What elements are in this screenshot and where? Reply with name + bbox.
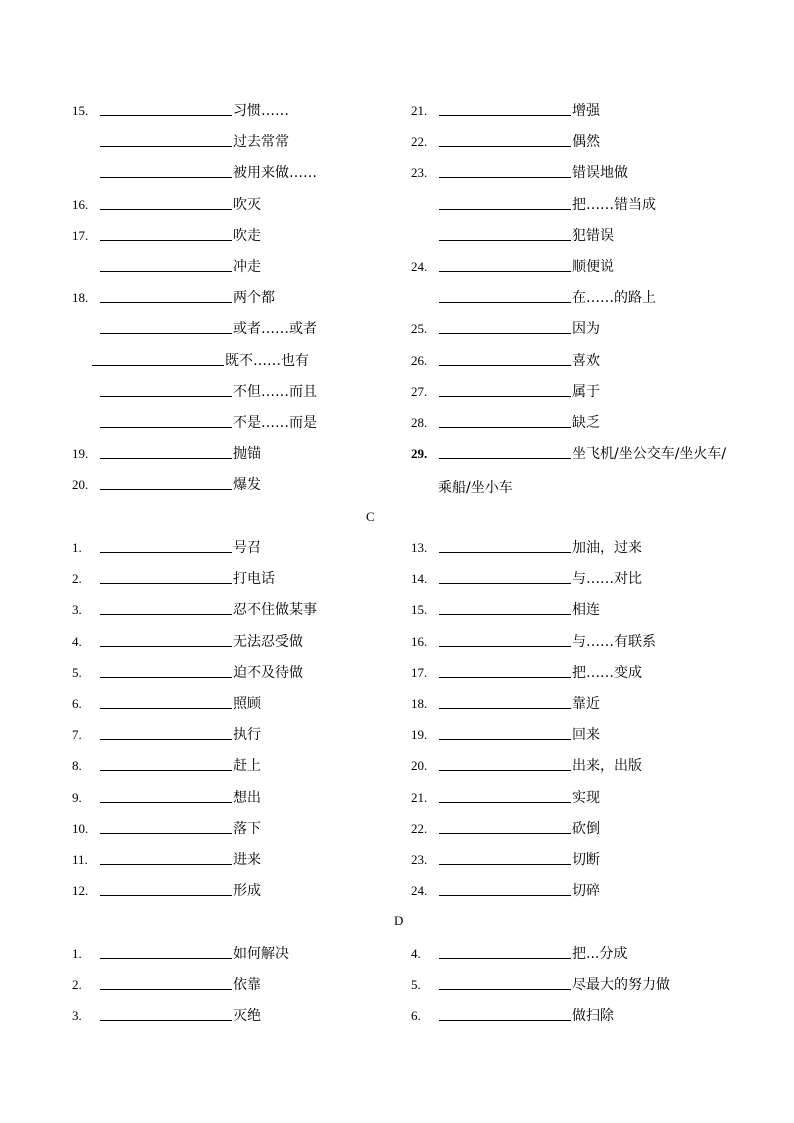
- item-number: 12.: [72, 883, 89, 899]
- section-c-heading: C: [366, 509, 375, 524]
- list-item: [72, 475, 402, 495]
- item-label: 落下: [233, 820, 261, 837]
- answer-blank[interactable]: [100, 583, 232, 584]
- item-label: 错误地做: [572, 165, 628, 182]
- item-number: 14.: [411, 571, 428, 587]
- item-number: 23.: [411, 852, 428, 867]
- list-item: [411, 975, 741, 995]
- list-item: [72, 788, 402, 808]
- list-item: [72, 600, 402, 620]
- list-item: [411, 163, 741, 183]
- item-number: 2.: [72, 571, 82, 587]
- item-label: 犯错误: [572, 227, 614, 244]
- answer-blank[interactable]: [100, 115, 232, 116]
- item-label: 在……的路上: [572, 290, 656, 307]
- list-item: [72, 881, 402, 901]
- item-number: 7.: [72, 727, 82, 743]
- item-label: 实现: [572, 789, 600, 806]
- answer-blank[interactable]: [439, 677, 571, 678]
- list-item: [411, 1006, 741, 1026]
- answer-blank[interactable]: [439, 209, 571, 210]
- item-number: 24.: [411, 259, 428, 274]
- answer-blank[interactable]: [100, 739, 232, 740]
- item-number: 15.: [411, 602, 428, 618]
- item-number: 22.: [411, 820, 428, 836]
- item-label: 出来，出版: [572, 758, 642, 775]
- item-label: 过去常常: [233, 134, 289, 151]
- item-label: 赶上: [233, 758, 261, 775]
- list-item: [72, 101, 402, 121]
- item-label: 执行: [233, 727, 261, 744]
- item-number: 29.: [411, 446, 428, 462]
- answer-blank[interactable]: [100, 302, 232, 303]
- item-label: 想出: [233, 789, 261, 806]
- item-number: 6.: [411, 1008, 421, 1024]
- answer-blank[interactable]: [439, 614, 571, 615]
- answer-blank[interactable]: [439, 708, 571, 709]
- item-label: 习惯……: [233, 103, 289, 119]
- answer-blank[interactable]: [100, 271, 232, 272]
- item-number: 5.: [411, 977, 421, 993]
- item-label: 或者……或者: [233, 321, 317, 338]
- list-item: [411, 413, 741, 433]
- list-item: [72, 569, 402, 589]
- item-number: 22.: [411, 134, 428, 150]
- list-item: [72, 725, 402, 745]
- list-item: [72, 975, 402, 995]
- answer-blank[interactable]: [439, 271, 571, 272]
- item-number: 3.: [72, 602, 82, 618]
- item-label: 不是……而是: [233, 415, 317, 431]
- list-item: [411, 538, 741, 558]
- answer-blank[interactable]: [100, 458, 232, 459]
- answer-blank[interactable]: [100, 209, 232, 210]
- answer-blank[interactable]: [439, 864, 571, 865]
- item-number: 24.: [411, 883, 428, 899]
- list-item: [72, 819, 402, 839]
- item-label: 依靠: [233, 977, 261, 994]
- list-item: [72, 163, 402, 183]
- item-label: 无法忍受做: [233, 633, 303, 650]
- answer-blank[interactable]: [92, 365, 224, 366]
- list-item: [411, 132, 741, 152]
- answer-blank[interactable]: [100, 958, 232, 959]
- item-label: 切碎: [572, 883, 600, 900]
- item-label: 因为: [572, 321, 600, 338]
- answer-blank[interactable]: [439, 396, 571, 397]
- item-number: 21.: [411, 103, 428, 118]
- answer-blank[interactable]: [100, 770, 232, 771]
- answer-blank[interactable]: [439, 833, 571, 834]
- answer-blank[interactable]: [100, 396, 232, 397]
- answer-blank[interactable]: [439, 646, 571, 647]
- item-label: 把...分成: [572, 946, 628, 962]
- answer-blank[interactable]: [439, 989, 571, 990]
- item-label: 不但……而且: [233, 383, 317, 400]
- item-number: 9.: [72, 789, 82, 805]
- item-number: 18.: [411, 696, 428, 711]
- item-label: 两个都: [233, 290, 275, 307]
- item-label: 号召: [233, 540, 261, 556]
- item-number: 20.: [411, 758, 428, 774]
- item-number: 19.: [72, 446, 89, 462]
- answer-blank[interactable]: [100, 552, 232, 553]
- answer-blank[interactable]: [439, 177, 571, 178]
- list-item: [411, 226, 741, 246]
- item-number: 6.: [72, 696, 82, 711]
- item-label: 打电话: [233, 571, 275, 588]
- section-d-heading: D: [394, 913, 404, 928]
- item-number: 5.: [72, 664, 82, 680]
- item-label: 做扫除: [572, 1008, 614, 1025]
- item-label: 进来: [233, 852, 261, 868]
- list-item: [72, 444, 402, 464]
- item-label: 冲走: [233, 259, 261, 275]
- answer-blank[interactable]: [100, 708, 232, 709]
- answer-blank[interactable]: [100, 489, 232, 490]
- item-label: 迫不及待做: [233, 664, 303, 681]
- item-label: 与……有联系: [572, 633, 656, 650]
- list-item: [72, 538, 402, 558]
- list-item: [411, 632, 741, 652]
- list-item: [411, 819, 741, 839]
- answer-blank[interactable]: [439, 739, 571, 740]
- item-label: 喜欢: [572, 352, 600, 369]
- list-item: [411, 569, 741, 589]
- answer-blank[interactable]: [100, 614, 232, 615]
- answer-blank[interactable]: [100, 333, 232, 334]
- item-label: 顺便说: [572, 259, 614, 275]
- item-number: 13.: [411, 540, 428, 555]
- item-label: 把……错当成: [572, 196, 656, 213]
- list-item: [72, 351, 402, 371]
- continuation-text: 乘船/坐小车: [438, 480, 513, 496]
- list-item: [411, 788, 741, 808]
- answer-blank[interactable]: [439, 895, 571, 896]
- list-item: [411, 944, 741, 964]
- list-item: [411, 382, 741, 402]
- item-number: 16.: [411, 633, 428, 649]
- answer-blank[interactable]: [100, 646, 232, 647]
- answer-blank[interactable]: [100, 177, 232, 178]
- list-item: [72, 694, 402, 714]
- item-label: 回来: [572, 727, 600, 744]
- item-number: 18.: [72, 290, 89, 306]
- list-item: [72, 319, 402, 339]
- item-number: 21.: [411, 789, 428, 805]
- item-number: 23.: [411, 165, 428, 181]
- item-label: 形成: [233, 883, 261, 900]
- answer-blank[interactable]: [439, 552, 571, 553]
- answer-blank[interactable]: [439, 583, 571, 584]
- item-label: 照顾: [233, 696, 261, 712]
- item-label: 相连: [572, 602, 600, 619]
- list-item: [411, 663, 741, 683]
- item-number: 3.: [72, 1008, 82, 1024]
- item-label: 被用来做……: [233, 165, 317, 182]
- item-label: 缺乏: [572, 415, 600, 431]
- answer-blank[interactable]: [100, 895, 232, 896]
- answer-blank[interactable]: [439, 458, 571, 459]
- list-item: [411, 725, 741, 745]
- list-item: [411, 600, 741, 620]
- list-item: [411, 257, 741, 277]
- answer-blank[interactable]: [100, 833, 232, 834]
- answer-blank[interactable]: [100, 864, 232, 865]
- answer-blank[interactable]: [100, 427, 232, 428]
- list-item: [72, 944, 402, 964]
- answer-blank[interactable]: [439, 146, 571, 147]
- list-item: [72, 288, 402, 308]
- list-item: [72, 382, 402, 402]
- answer-blank[interactable]: [439, 427, 571, 428]
- item-number: 17.: [72, 227, 89, 243]
- answer-blank[interactable]: [439, 770, 571, 771]
- item-label: 偶然: [572, 134, 600, 151]
- list-item: [72, 413, 402, 433]
- item-label: 吹走: [233, 227, 261, 244]
- answer-blank[interactable]: [439, 115, 571, 116]
- item-number: 11.: [72, 852, 88, 867]
- list-item: [72, 195, 402, 215]
- item-label: 吹灭: [233, 196, 261, 213]
- item-label: 抛锚: [233, 446, 261, 463]
- item-number: 28.: [411, 415, 428, 430]
- item-number: 20.: [72, 477, 89, 493]
- list-item: [411, 195, 741, 215]
- answer-blank[interactable]: [100, 240, 232, 241]
- item-label: 爆发: [233, 477, 261, 494]
- item-label: 切断: [572, 852, 600, 868]
- item-label: 把……变成: [572, 664, 642, 681]
- item-label: 灭绝: [233, 1008, 261, 1025]
- item-number: 1.: [72, 540, 82, 555]
- list-item: [72, 756, 402, 776]
- item-label: 靠近: [572, 696, 600, 712]
- item-number: 4.: [411, 946, 421, 961]
- item-number: 4.: [72, 633, 82, 649]
- list-item: [411, 288, 741, 308]
- list-item: [411, 881, 741, 901]
- item-label: 尽最大的努力做: [572, 977, 670, 994]
- list-item: [411, 444, 741, 464]
- list-item: [411, 351, 741, 371]
- item-label: 属于: [572, 383, 600, 400]
- item-number: 27.: [411, 383, 428, 399]
- item-label: 增强: [572, 103, 600, 119]
- list-item: [72, 226, 402, 246]
- answer-blank[interactable]: [439, 240, 571, 241]
- item-label: 砍倒: [572, 820, 600, 837]
- list-item: [72, 132, 402, 152]
- item-number: 17.: [411, 664, 428, 680]
- answer-blank[interactable]: [439, 802, 571, 803]
- answer-blank[interactable]: [439, 365, 571, 366]
- answer-blank[interactable]: [100, 1020, 232, 1021]
- list-item: [411, 756, 741, 776]
- answer-blank[interactable]: [439, 1020, 571, 1021]
- item-label: 如何解决: [233, 946, 289, 962]
- item-number: 8.: [72, 758, 82, 774]
- answer-blank[interactable]: [439, 958, 571, 959]
- item-label: 既不……也有: [225, 352, 309, 369]
- item-number: 19.: [411, 727, 428, 743]
- answer-blank[interactable]: [100, 802, 232, 803]
- list-item: [72, 850, 402, 870]
- answer-blank[interactable]: [439, 333, 571, 334]
- item-number: 25.: [411, 321, 428, 337]
- item-label: 坐飞机/坐公交车/坐火车/: [572, 446, 727, 463]
- item-number: 1.: [72, 946, 82, 961]
- item-number: 26.: [411, 352, 428, 368]
- answer-blank[interactable]: [100, 989, 232, 990]
- item-label: 加油，过来: [572, 540, 642, 556]
- item-label: 忍不住做某事: [233, 602, 317, 619]
- list-item: [411, 850, 741, 870]
- answer-blank[interactable]: [100, 146, 232, 147]
- item-number: 15.: [72, 103, 89, 118]
- list-item: [72, 632, 402, 652]
- list-item: [411, 101, 741, 121]
- item-label: 与……对比: [572, 571, 642, 588]
- item-number: 16.: [72, 196, 89, 212]
- answer-blank[interactable]: [100, 677, 232, 678]
- item-number: 2.: [72, 977, 82, 993]
- list-item: [411, 694, 741, 714]
- item-number: 10.: [72, 820, 89, 836]
- list-item: [72, 257, 402, 277]
- answer-blank[interactable]: [439, 302, 571, 303]
- list-item: [72, 663, 402, 683]
- list-item: [411, 319, 741, 339]
- list-item: [72, 1006, 402, 1026]
